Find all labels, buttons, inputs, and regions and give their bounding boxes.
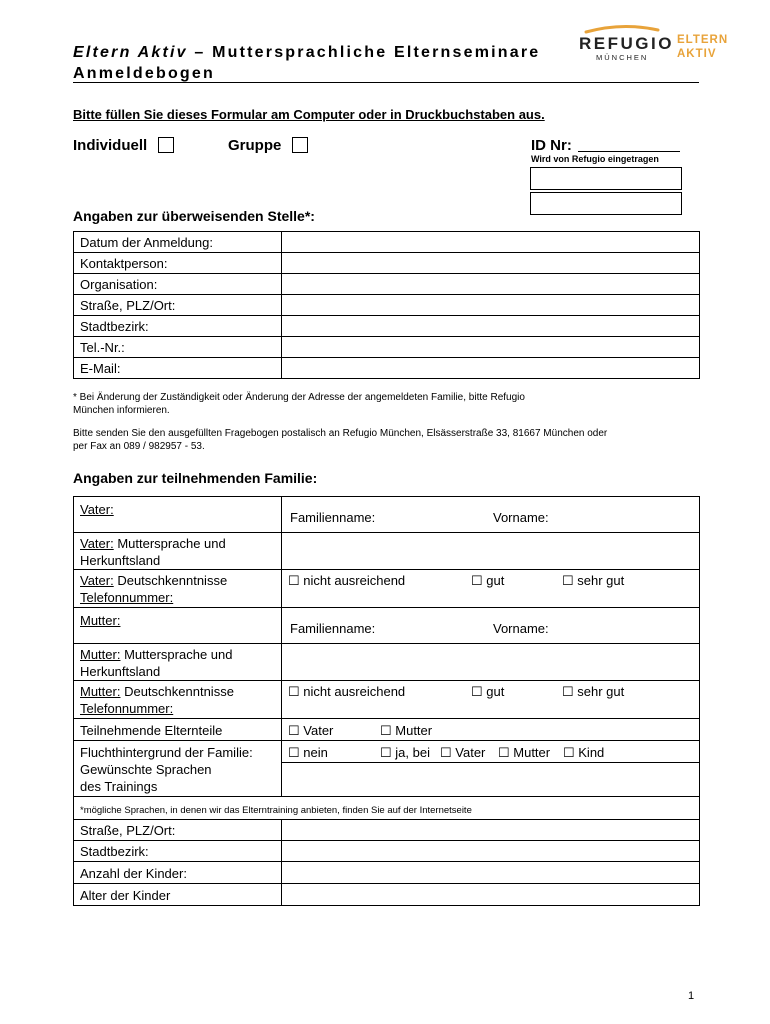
languages-label-line2: des Trainings	[80, 779, 158, 794]
table-row	[74, 253, 700, 274]
father-opt-very-good[interactable]: ☐ sehr gut	[562, 573, 625, 588]
submission-note-line2: per Fax an 089 / 982957 - 53.	[73, 440, 205, 452]
table-row	[74, 644, 700, 681]
mother-prefix: Mutter:	[80, 684, 121, 699]
children-count-input[interactable]	[282, 862, 700, 884]
logo-aktiv: AKTIV	[677, 48, 717, 60]
page-number: 1	[688, 990, 695, 1002]
father-familienname-label: Familienname:	[290, 510, 376, 525]
mother-name-cell[interactable]	[282, 608, 700, 644]
father-label-text: Vater:	[80, 502, 114, 517]
family-street-label: Straße, PLZ/Ort:	[74, 820, 282, 841]
referral-contact-label: Kontaktperson:	[74, 253, 282, 274]
referral-district-input[interactable]	[282, 316, 700, 337]
table-row	[74, 608, 700, 644]
mother-german-options	[282, 681, 700, 719]
refugee-opt-father[interactable]: ☐ Vater	[440, 745, 486, 760]
father-mothertongue-input[interactable]	[282, 533, 700, 570]
title-program-name: Eltern Aktiv	[73, 44, 188, 61]
referral-footnote-line1: * Bei Änderung der Zuständigkeit oder Änderung der Adresse der angemeldeten Familie, bitte Refugio	[73, 392, 525, 403]
mother-opt-very-good[interactable]: ☐ sehr gut	[562, 684, 625, 699]
father-opt-insufficient[interactable]: ☐ nicht ausreichend	[288, 573, 406, 588]
mother-familienname-label: Familienname:	[290, 621, 376, 636]
referral-org-label: Organisation:	[74, 274, 282, 295]
father-name-cell[interactable]	[282, 497, 700, 533]
table-row	[74, 797, 700, 820]
mother-opt-insufficient[interactable]: ☐ nicht ausreichend	[288, 684, 406, 699]
table-row	[74, 841, 700, 862]
referral-phone-label: Tel.-Nr.:	[74, 337, 282, 358]
referral-org-input[interactable]	[282, 274, 700, 295]
mothertongue-suffix: Muttersprache und	[113, 536, 226, 551]
table-row	[74, 497, 700, 533]
id-label: ID Nr:	[531, 137, 572, 154]
refugee-opt-no[interactable]: ☐ nein	[288, 745, 328, 760]
referral-email-input[interactable]	[282, 358, 700, 379]
id-input-1[interactable]	[530, 167, 682, 190]
languages-input[interactable]	[282, 762, 699, 797]
title-rule	[73, 82, 699, 83]
table-row	[74, 884, 700, 906]
refugee-languages-cell	[282, 741, 700, 797]
group-checkbox[interactable]	[292, 137, 308, 153]
participant-opt-father[interactable]: ☐ Vater	[288, 723, 334, 738]
table-row	[74, 862, 700, 884]
mother-mothertongue-label	[74, 644, 282, 681]
referral-contact-input[interactable]	[282, 253, 700, 274]
participants-options	[282, 719, 700, 741]
table-row	[74, 316, 700, 337]
mother-label	[74, 608, 282, 644]
father-phone-label: Telefonnummer:	[80, 590, 174, 605]
referral-table	[73, 231, 700, 379]
referral-phone-input[interactable]	[282, 337, 700, 358]
refugee-languages-label	[74, 741, 282, 797]
submission-note	[73, 428, 607, 453]
title-subtitle: Muttersprachliche Elternseminare	[212, 44, 541, 61]
father-german-label	[74, 570, 282, 608]
mother-opt-good[interactable]: ☐ gut	[471, 684, 505, 699]
table-row	[74, 337, 700, 358]
children-age-input[interactable]	[282, 884, 700, 906]
refugee-label: Fluchthintergrund der Familie:	[80, 745, 253, 760]
table-row	[74, 295, 700, 316]
referral-street-input[interactable]	[282, 295, 700, 316]
mother-german-label	[74, 681, 282, 719]
refugee-opt-child[interactable]: ☐ Kind	[563, 745, 605, 760]
refugee-opt-yes[interactable]: ☐ ja, bei	[380, 745, 430, 760]
german-suffix: Deutschkenntnisse	[120, 684, 234, 699]
refugee-opt-mother[interactable]: ☐ Mutter	[498, 745, 551, 760]
table-row	[74, 533, 700, 570]
family-heading: Angaben zur teilnehmenden Familie:	[73, 470, 318, 486]
father-mothertongue-label	[74, 533, 282, 570]
table-row	[74, 719, 700, 741]
mother-prefix: Mutter:	[80, 647, 121, 662]
family-district-input[interactable]	[282, 841, 700, 862]
id-note: Wird von Refugio eingetragen	[531, 154, 659, 164]
participant-opt-mother[interactable]: ☐ Mutter	[380, 723, 433, 738]
referral-date-input[interactable]	[282, 232, 700, 253]
referral-footnote-line2: München informieren.	[73, 404, 170, 416]
form-instruction: Bitte füllen Sie dieses Formular am Computer oder in Druckbuchstaben aus.	[73, 107, 545, 122]
children-count-label: Anzahl der Kinder:	[74, 862, 282, 884]
individual-label: Individuell	[73, 137, 148, 154]
table-row	[74, 570, 700, 608]
family-street-input[interactable]	[282, 820, 700, 841]
father-prefix: Vater:	[80, 573, 114, 588]
logo-refugio: REFUGIO	[579, 34, 674, 53]
mother-mothertongue-input[interactable]	[282, 644, 700, 681]
father-opt-good[interactable]: ☐ gut	[471, 573, 505, 588]
languages-label-line1: Gewünschte Sprachen	[80, 762, 212, 777]
mother-label-text: Mutter:	[80, 613, 121, 628]
table-row	[74, 820, 700, 841]
mothertongue-suffix: Muttersprache und	[120, 647, 233, 662]
title-dash: –	[187, 44, 213, 61]
table-row	[74, 681, 700, 719]
father-prefix: Vater:	[80, 536, 114, 551]
referral-street-label: Straße, PLZ/Ort:	[74, 295, 282, 316]
refugio-logo-arc-icon	[582, 24, 662, 34]
origin-label: Herkunftsland	[80, 553, 161, 568]
referral-footnote	[73, 392, 525, 417]
origin-label: Herkunftsland	[80, 664, 161, 679]
father-vorname-label: Vorname:	[493, 510, 549, 525]
form-title	[73, 42, 540, 84]
table-row	[74, 358, 700, 379]
referral-district-label: Stadtbezirk:	[74, 316, 282, 337]
father-label	[74, 497, 282, 533]
family-table	[73, 496, 700, 906]
submission-note-line1: Bitte senden Sie den ausgefüllten Fragebogen postalisch an Refugio München, Elsässerstraße 33, 81667 München oder	[73, 428, 608, 439]
id-input-2[interactable]	[530, 192, 682, 215]
id-underline	[578, 151, 680, 152]
family-district-label: Stadtbezirk:	[74, 841, 282, 862]
german-suffix: Deutschkenntnisse	[113, 573, 228, 588]
individual-checkbox[interactable]	[158, 137, 174, 153]
title-form-name: Anmeldebogen	[73, 65, 215, 82]
referral-date-label: Datum der Anmeldung:	[74, 232, 282, 253]
children-age-label: Alter der Kinder	[74, 884, 282, 906]
mother-phone-label: Telefonnummer:	[80, 701, 174, 716]
mother-vorname-label: Vorname:	[493, 621, 549, 636]
group-label: Gruppe	[228, 137, 282, 154]
table-row	[74, 741, 700, 797]
logo-eltern: ELTERN	[677, 34, 729, 46]
participants-label: Teilnehmende Elternteile	[74, 719, 282, 741]
languages-note: *mögliche Sprachen, in denen wir das Elterntraining anbieten, finden Sie auf der Internetseite	[74, 797, 700, 820]
father-german-options	[282, 570, 700, 608]
referral-email-label: E-Mail:	[74, 358, 282, 379]
referral-heading: Angaben zur überweisenden Stelle*:	[73, 208, 315, 224]
logo-city: MÜNCHEN	[596, 53, 649, 62]
table-row	[74, 274, 700, 295]
table-row	[74, 232, 700, 253]
